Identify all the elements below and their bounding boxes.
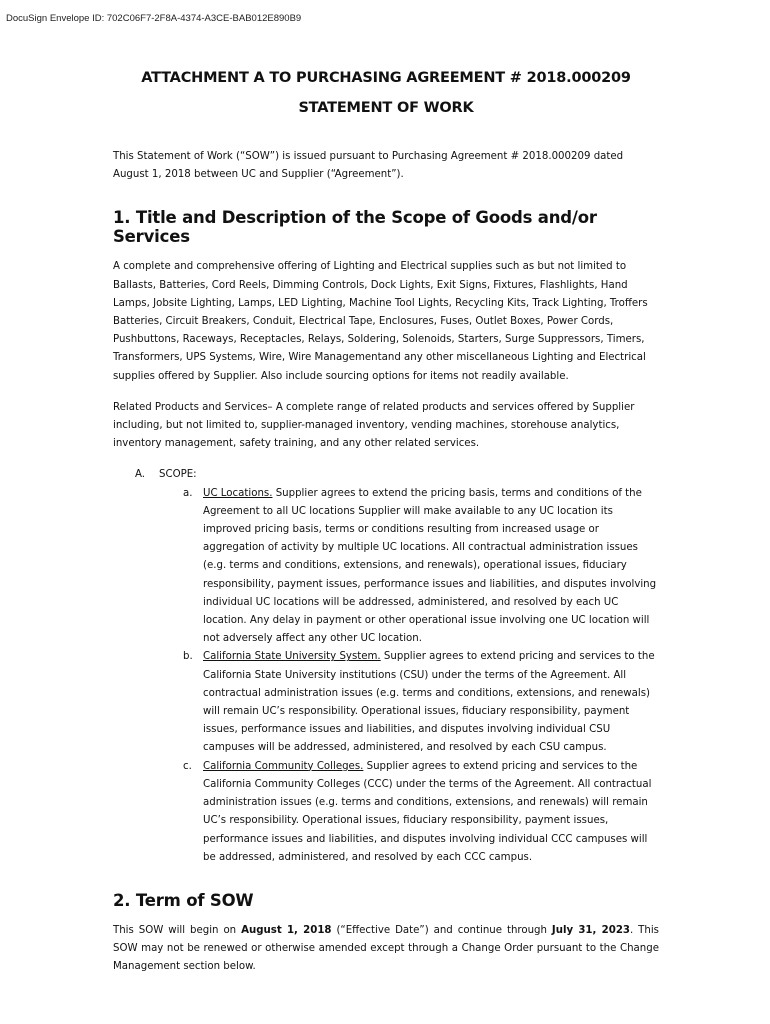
section-2-paragraph bbox=[113, 922, 659, 977]
list-item-title: UC Locations. bbox=[203, 487, 273, 499]
list-marker: a. bbox=[183, 487, 193, 499]
list-item-title: California State University System. bbox=[203, 651, 381, 663]
scope-heading bbox=[113, 466, 659, 484]
scope-item-uc-locations bbox=[113, 485, 659, 649]
scope-list bbox=[113, 485, 659, 867]
scope-marker: A. bbox=[135, 469, 146, 481]
term-text: (“Effective Date”) and continue through bbox=[331, 924, 552, 936]
section-1-paragraph-2: Related Products and Services– A complete range of related products and services offered by Supplier including, but not limited to, supplier-managed inventory, vending machines, storehouse analytics, inventory management, safety training, and any other related services. bbox=[113, 401, 635, 450]
scope-item-ccc bbox=[113, 758, 659, 867]
document-title: ATTACHMENT A TO PURCHASING AGREEMENT # 2018.000209 bbox=[141, 70, 631, 86]
list-item-description: Supplier agrees to extend pricing and services to the California Community Colleges (CCC) under the terms of the Agreement. All contractual administration issues (e.g. terms and conditions, extensions, and renewals) will remain UC’s responsibility. Operational issues, fiduciary responsibility, payment issues, performance issues and liabilities, and disputes involving individual CCC campuses will be addressed, administered, and resolved by each CCC campus. bbox=[203, 760, 652, 863]
list-item-text bbox=[203, 758, 659, 867]
list-marker: c. bbox=[183, 760, 192, 772]
list-item-description: Supplier agrees to extend the pricing basis, terms and conditions of the Agreement to all UC locations Supplier will make available to any UC location its improved pricing basis, terms or conditions resulting from increased usage or aggregation of activity by multiple UC locations. All contractual administration issues (e.g. terms and conditions, extensions, and renewals), operational issues, fiduciary responsibility, payment issues, performance issues and liabilities, and disputes involving individual UC locations will be addressed, administered, and resolved by each UC location. Any delay in payment or other operational issue involving one UC location will not adversely affect any other UC location. bbox=[203, 487, 657, 645]
docusign-envelope-id: DocuSign Envelope ID: 702C06F7-2F8A-4374-A3CE-BAB012E890B9 bbox=[6, 13, 302, 24]
list-marker: b. bbox=[183, 651, 193, 663]
end-date: July 31, 2023 bbox=[551, 924, 630, 936]
intro-paragraph: This Statement of Work (“SOW”) is issued pursuant to Purchasing Agreement # 2018.000209 dated August 1, 2018 between UC and Supplier (“Agreement”). bbox=[113, 151, 624, 181]
section-1-paragraph-1: A complete and comprehensive offering of Lighting and Electrical supplies such as but not limited to Ballasts, Batteries, Cord Reels, Dimming Controls, Dock Lights, Exit Signs, Fixtures, Flashlights, Hand Lamps, Jobsite Lighting, Lamps, LED Lighting, Machine Tool Lights, Recycling Kits, Track Lighting, Troffers Batteries, Circuit Breakers, Conduit, Electrical Tape, Enclosures, Fuses, Outlet Boxes, Power Cords, Pushbuttons, Raceways, Receptacles, Relays, Soldering, Solenoids, Starters, Surge Suppressors, Timers, Transformers, UPS Systems, Wire, Wire Managementand any other miscellaneous Lighting and Electrical supplies offered by Supplier. Also include sourcing options for items not readily available. bbox=[113, 261, 648, 382]
term-text: This SOW will begin on bbox=[113, 924, 242, 936]
section-2-heading: 2. Term of SOW bbox=[113, 890, 254, 910]
start-date: August 1, 2018 bbox=[241, 924, 332, 936]
list-item-text bbox=[203, 485, 659, 649]
list-item-description: Supplier agrees to extend pricing and services to the California State University institutions (CSU) under the terms of the Agreement. All contractual administration issues (e.g. terms and conditions, extensions, and renewals) will remain UC’s responsibility. Operational issues, fiduciary responsibility, payment issues, performance issues and liabilities, and disputes involving individual CSU campuses will be addressed, administered, and resolved by each CSU campus. bbox=[203, 651, 655, 754]
document-subtitle: STATEMENT OF WORK bbox=[298, 100, 474, 116]
term-text: . This SOW may not be renewed or otherwise amended except through a Change Order pursuant to the Change Management section below. bbox=[113, 924, 659, 973]
section-1-heading: 1. Title and Description of the Scope of Goods and/or Services bbox=[113, 208, 597, 247]
document-body bbox=[113, 70, 659, 977]
list-item-title: California Community Colleges. bbox=[203, 760, 364, 772]
list-item-text bbox=[203, 648, 659, 757]
scope-item-csu bbox=[113, 648, 659, 757]
scope-label: SCOPE: bbox=[159, 469, 197, 481]
